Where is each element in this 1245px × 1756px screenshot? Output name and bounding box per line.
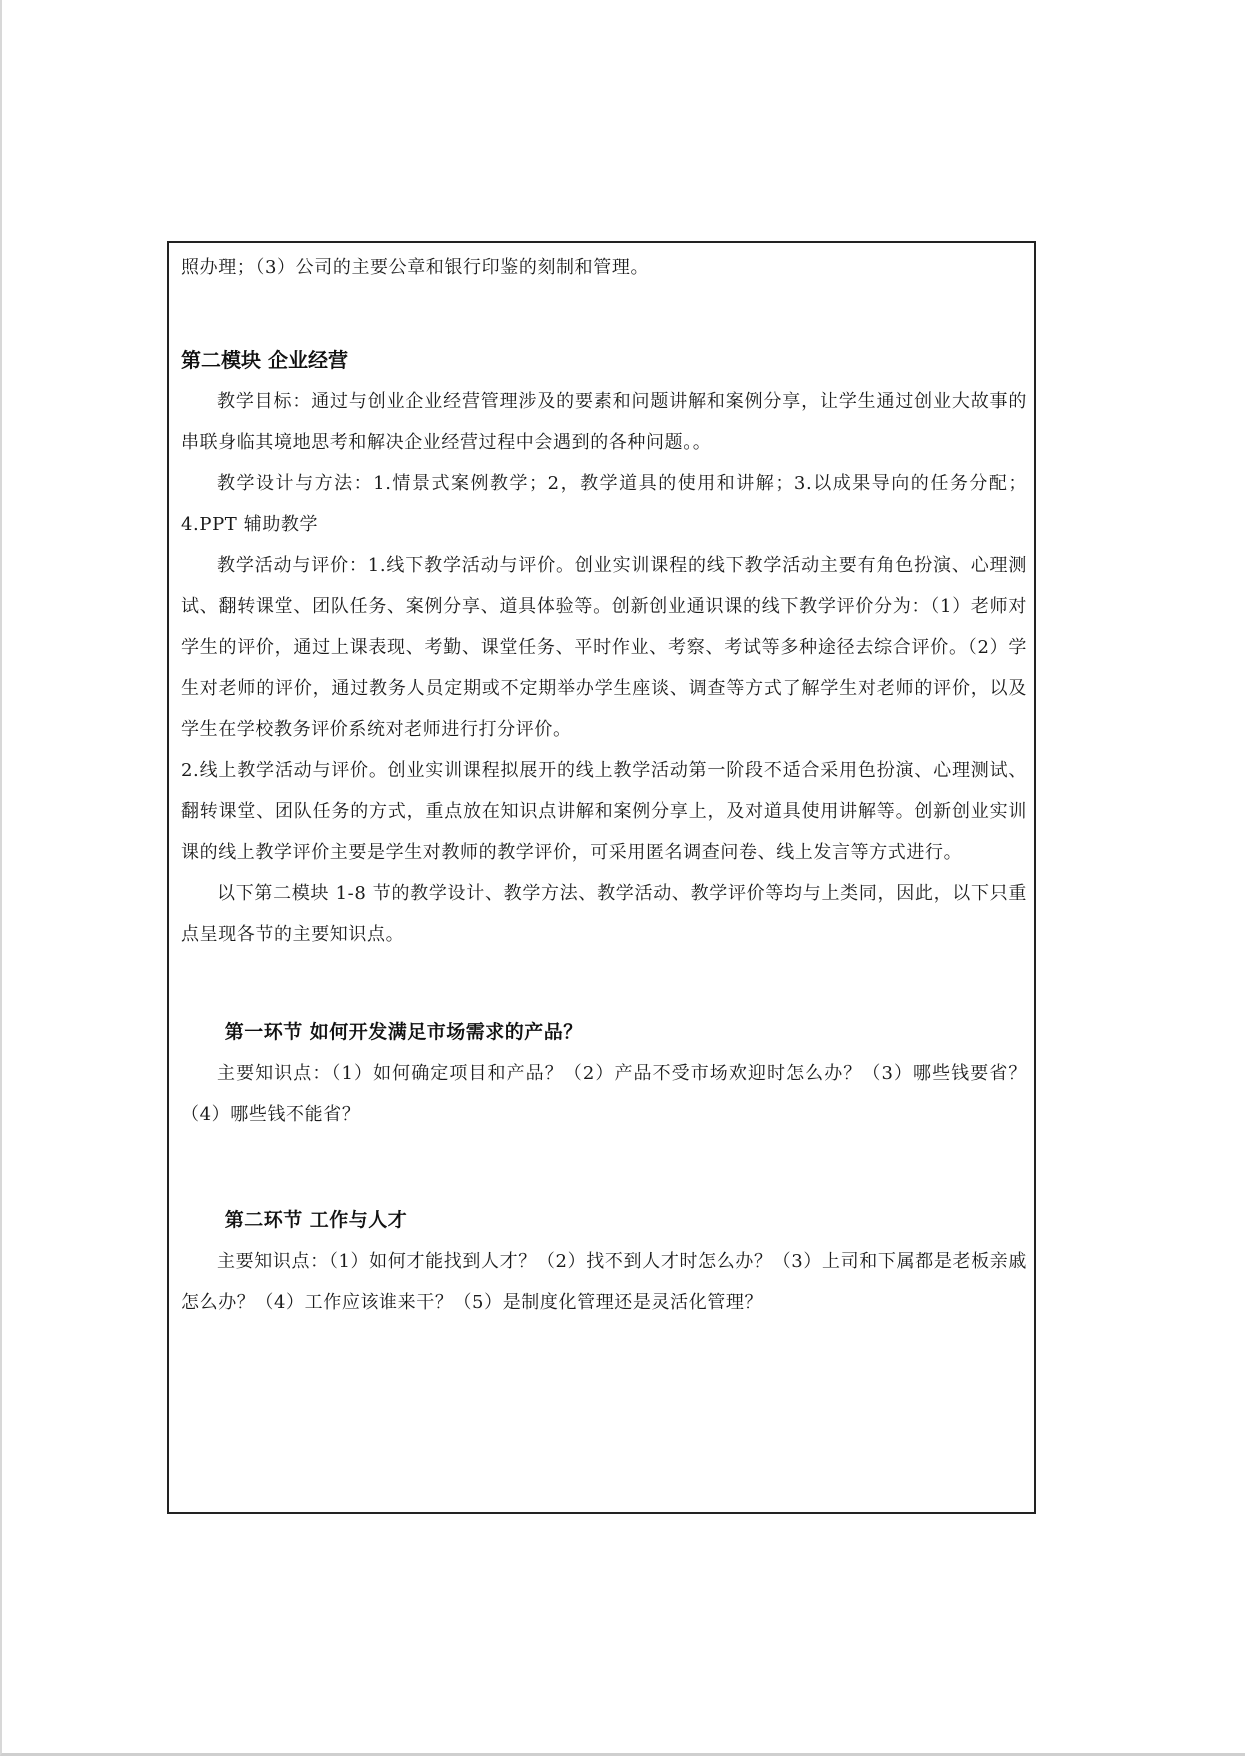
section-2-points: 主要知识点：（1）如何才能找到人才？（2）找不到人才时怎么办？（3）上司和下属都是老板亲戚怎么办？（4）工作应该谁来干？（5）是制度化管理还是灵活化管理？ (181, 1251, 1027, 1313)
online-activities-paragraph: 2.线上教学活动与评价。创业实训课程拟展开的线上教学活动第一阶段不适合采用色扮演、心理测试、翻转课堂、团队任务的方式，重点放在知识点讲解和案例分享上，及对道具使用讲解等。创新创业实训课的线上教学评价主要是学生对教师的教学评价，可采用匿名调查问卷、线上发言等方式进行。 (181, 760, 1027, 863)
teaching-objective-paragraph: 教学目标：通过与创业企业经营管理涉及的要素和问题讲解和案例分享，让学生通过创业大故事的串联身临其境地思考和解决企业经营过程中会遇到的各种问题。。 (181, 391, 1027, 453)
teaching-activities-paragraph: 教学活动与评价：1.线下教学活动与评价。创业实训课程的线下教学活动主要有角色扮演、心理测试、翻转课堂、团队任务、案例分享、道具体验等。创新创业通识课的线下教学评价分为：（1）老师对学生的评价，通过上课表现、考勤、课堂任务、平时作业、考察、考试等多种途径去综合评价。（2）学生对老师的评价，通过教务人员定期或不定期举办学生座谈、调查等方式了解学生对老师的评价，以及学生在学校教务评价系统对老师进行打分评价。 (181, 555, 1028, 740)
teaching-design-paragraph: 教学设计与方法：1.情景式案例教学；2，教学道具的使用和讲解；3.以成果导向的任务分配；4.PPT 辅助教学 (181, 473, 1027, 535)
section-2-title: 第二环节 工作与人才 (224, 1209, 408, 1231)
module-title: 第二模块 企业经营 (181, 348, 348, 372)
section-1-title: 第一环节 如何开发满足市场需求的产品？ (224, 1021, 583, 1043)
document-frame (167, 241, 1036, 1514)
module-note-paragraph: 以下第二模块 1-8 节的教学设计、教学方法、教学活动、教学评价等均与上类同，因此，以下只重点呈现各节的主要知识点。 (181, 883, 1027, 945)
intro-paragraph: 照办理；（3）公司的主要公章和银行印鉴的刻制和管理。 (181, 257, 650, 278)
section-1-points: 主要知识点：（1）如何确定项目和产品？（2）产品不受市场欢迎时怎么办？（3）哪些钱要省？（4）哪些钱不能省？ (181, 1063, 1027, 1125)
document-content (181, 243, 1027, 1323)
